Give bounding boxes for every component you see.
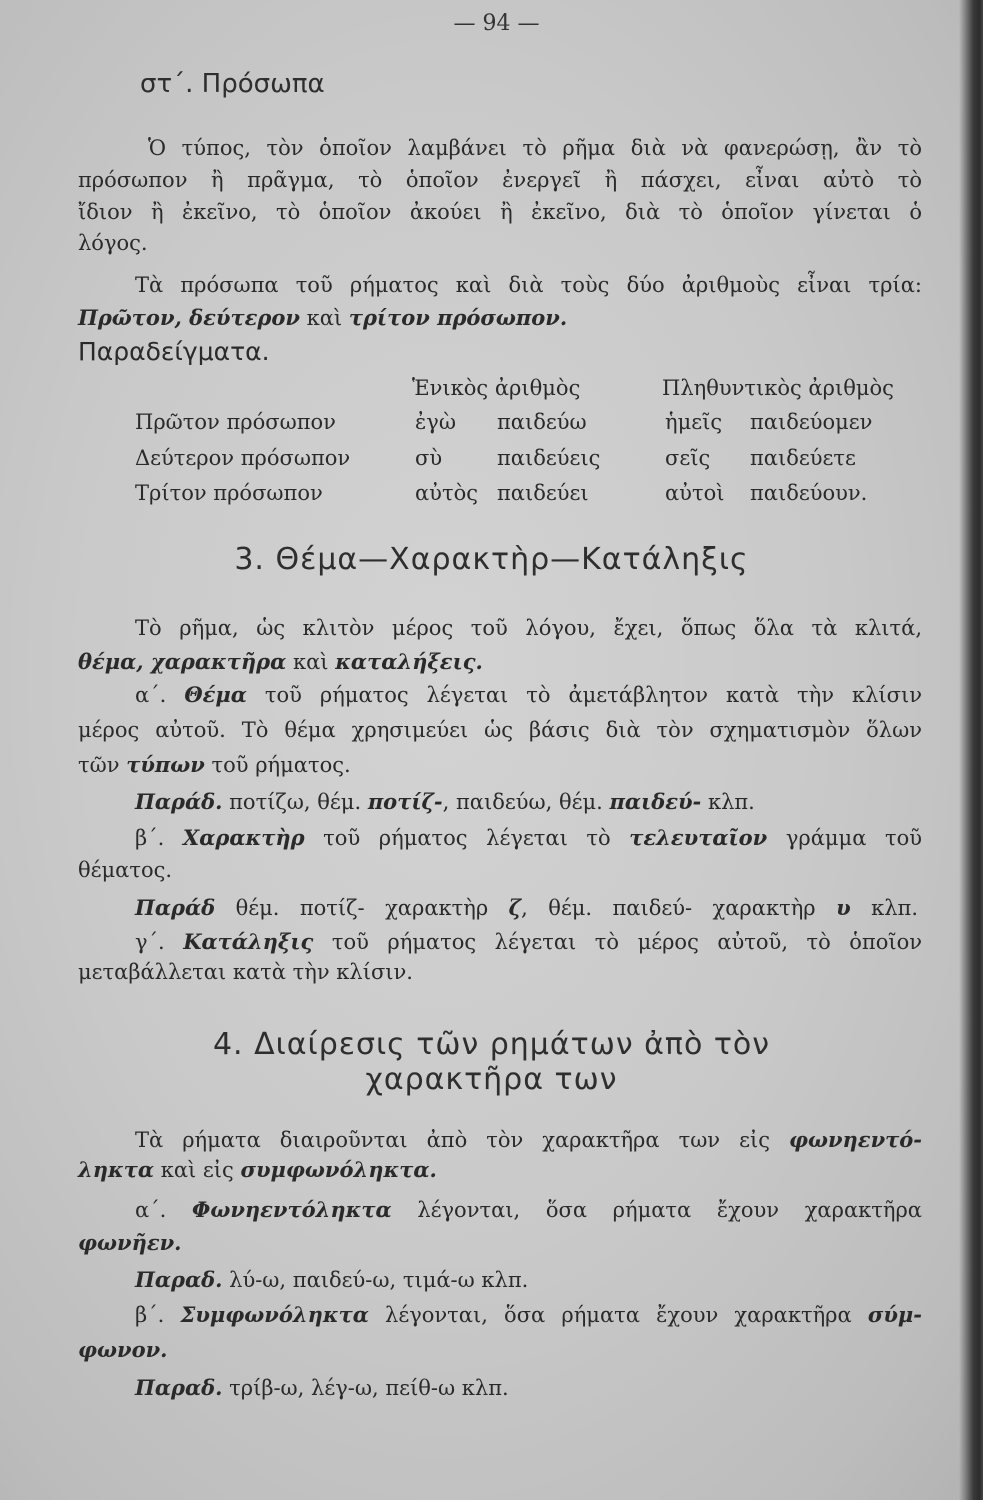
item-marker: α΄. [135,683,185,707]
page-number: — 94 — [453,11,540,36]
stem-definition-line-2: μέρος αὐτοῦ. Τὸ θέμα χρησιμεύει ὡς βάσις διὰ τὸν σχηματισμὸν ὅλων [78,718,922,742]
definition-line-1: Ὁ τύπος, τὸν ὁποῖον λαμβάνει τὸ ρῆμα διὰ νὰ φανερώσῃ, ἂν τὸ [148,136,922,160]
singular-pronoun: ἐγὼ [415,410,456,434]
example-abbrev: Παραδ. [135,1267,223,1292]
stem-form: ποτίζ- [367,789,443,814]
table-header-plural: Πληθυντικὸς ἀριθμὸς [662,376,894,400]
theme-intro-terms [78,647,483,677]
text-run: ποτίζω, θέμ. [222,790,368,814]
section-heading-division: 4. Διαίρεσις τῶν ρημάτων ἀπὸ τὸν [212,1027,771,1062]
character-definition-line-1 [135,823,922,853]
theme-intro-line: Τὸ ρῆμα, ὡς κλιτὸν μέρος τοῦ λόγου, ἔχει, ὅπως ὅλα τὰ κλιτά, [135,616,922,640]
text-run: κλπ. [850,896,918,920]
term-consonant: φωνον. [78,1337,168,1362]
text-run: τῶν [78,753,127,777]
item-marker: β΄. [135,1303,181,1327]
item-marker: γ΄. [135,930,184,954]
term-stem: Θέμα [184,682,247,707]
text-run: λέγονται, ὅσα ρήματα ἔχουν χαρακτῆρα [391,1198,922,1222]
example-abbrev: Παράδ [135,895,216,920]
character-definition-line-2: θέματος. [78,858,173,882]
singular-pronoun: σὺ [415,446,443,470]
text-run: Τὰ ρήματα διαιροῦνται ἀπὸ τὸν χαρακτῆρα των εἰς [135,1128,789,1152]
consonant-example-line [135,1373,509,1403]
stem-form: παιδεύ- [609,789,702,814]
page-edge-shadow [959,0,983,1500]
item-marker: β΄. [135,826,183,850]
stem-example-line [135,787,755,817]
text-run: τοῦ ρήματος λέγεται τὸ [304,826,630,850]
text-run: τοῦ ρήματος λέγεται τὸ μέρος αὐτοῦ, τὸ ὁποῖον [313,930,922,954]
text-run: τοῦ ρήματος. [204,753,351,777]
section-heading-division-line-2: χαρακτῆρα των [365,1062,618,1097]
stem-definition-line-1 [135,680,922,710]
term-ending: Κατάληξις [183,929,314,954]
section-heading-theme: 3. Θέμα—Χαρακτὴρ—Κατάληξις [234,542,749,577]
character-letter: ζ [508,895,522,920]
definition-line-2: πρόσωπον ἢ πρᾶγμα, τὸ ὁποῖον ἐνεργεῖ ἢ πάσχει, εἶναι αὐτὸ τὸ [78,168,922,192]
person-label: Πρῶτον πρόσωπον [135,410,336,434]
term-forms: τύπων [126,752,205,777]
definition-line-4: λόγος. [78,231,148,255]
consonant-stem-line-2 [78,1335,167,1365]
term-consonant: σύμ- [867,1302,922,1327]
text-run: κλπ. [701,790,755,814]
vowel-stem-line-2 [78,1228,181,1258]
term-stem-character: θέμα, χαρακτῆρα [78,649,287,674]
text-run: θέμ. ποτίζ- χαρακτὴρ [215,896,509,920]
table-header-singular: Ἑνικὸς ἀριθμὸς [412,376,581,400]
person-label: Τρίτον πρόσωπον [135,481,323,505]
plural-pronoun: σεῖς [665,446,711,470]
term-vowel-stem: Φωνηεντόληκτα [192,1197,392,1222]
count-line: Τὰ πρόσωπα τοῦ ρήματος καὶ διὰ τοὺς δύο ἀριθμοὺς εἶναι τρία: [135,273,922,297]
text-run: καὶ [299,306,349,330]
person-names-line [78,303,567,333]
text-run: γράμμα τοῦ [767,826,922,850]
term-vowel: φωνῆεν. [78,1230,182,1255]
example-abbrev: Παράδ. [135,789,223,814]
vowel-stem-line-1 [135,1195,922,1225]
term-vowel-stem: ληκτα [78,1157,155,1182]
text-run: τρίβ-ω, λέγ-ω, πείθ-ω κλπ. [222,1376,509,1400]
example-abbrev: Παραδ. [135,1375,223,1400]
term-first-second: Πρῶτον, δεύτερον [78,305,300,330]
character-example-line [135,893,918,923]
term-endings: καταλήξεις. [335,649,483,674]
plural-verb: παιδεύομεν [750,410,873,434]
section-heading-persons: στ΄. Πρόσωπα [140,69,325,99]
term-consonant-stem: Συμφωνόληκτα [180,1302,369,1327]
character-letter: υ [836,895,851,920]
division-intro-line-1 [135,1125,922,1155]
ending-definition-line-1 [135,927,922,957]
plural-pronoun: ἡμεῖς [665,410,723,434]
vowel-example-line [135,1265,528,1295]
plural-verb: παιδεύετε [750,446,856,470]
text-run: καὶ εἰς [154,1158,241,1182]
division-intro-line-2 [78,1155,437,1185]
term-third: τρίτον πρόσωπον. [348,305,568,330]
examples-label: Παραδείγματα. [78,337,270,366]
text-run: λύ-ω, παιδεύ-ω, τιμά-ω κλπ. [222,1268,529,1292]
definition-line-3: ἴδιον ἢ ἐκεῖνο, τὸ ὁποῖον ἀκούει ἢ ἐκεῖνο, διὰ τὸ ὁποῖον γίνεται ὁ [78,200,922,224]
singular-verb: παιδεύω [497,410,587,434]
item-marker: α΄. [135,1198,193,1222]
person-label: Δεύτερον πρόσωπον [135,446,351,470]
term-last: τελευταῖον [629,825,768,850]
stem-definition-line-3 [78,750,351,780]
plural-pronoun: αὐτοὶ [665,481,725,505]
term-character: Χαρακτὴρ [182,825,305,850]
singular-verb: παιδεύει [497,481,589,505]
singular-pronoun: αὐτὸς [415,481,478,505]
plural-verb: παιδεύουν. [750,481,868,505]
singular-verb: παιδεύεις [497,446,601,470]
term-vowel-stem: φωνηεντό- [788,1127,922,1152]
text-run: τοῦ ρήματος λέγεται τὸ ἀμετάβλητον κατὰ τὴν κλίσιν [246,683,922,707]
term-consonant-stem: συμφωνόληκτα. [240,1157,437,1182]
text-run: λέγονται, ὅσα ρήματα ἔχουν χαρακτῆρα [368,1303,868,1327]
text-run: καὶ [286,650,336,674]
ending-definition-line-2: μεταβάλλεται κατὰ τὴν κλίσιν. [78,960,413,984]
consonant-stem-line-1 [135,1300,922,1330]
text-run: , παιδεύω, θέμ. [442,790,610,814]
text-run: , θέμ. παιδεύ- χαρακτὴρ [521,896,837,920]
